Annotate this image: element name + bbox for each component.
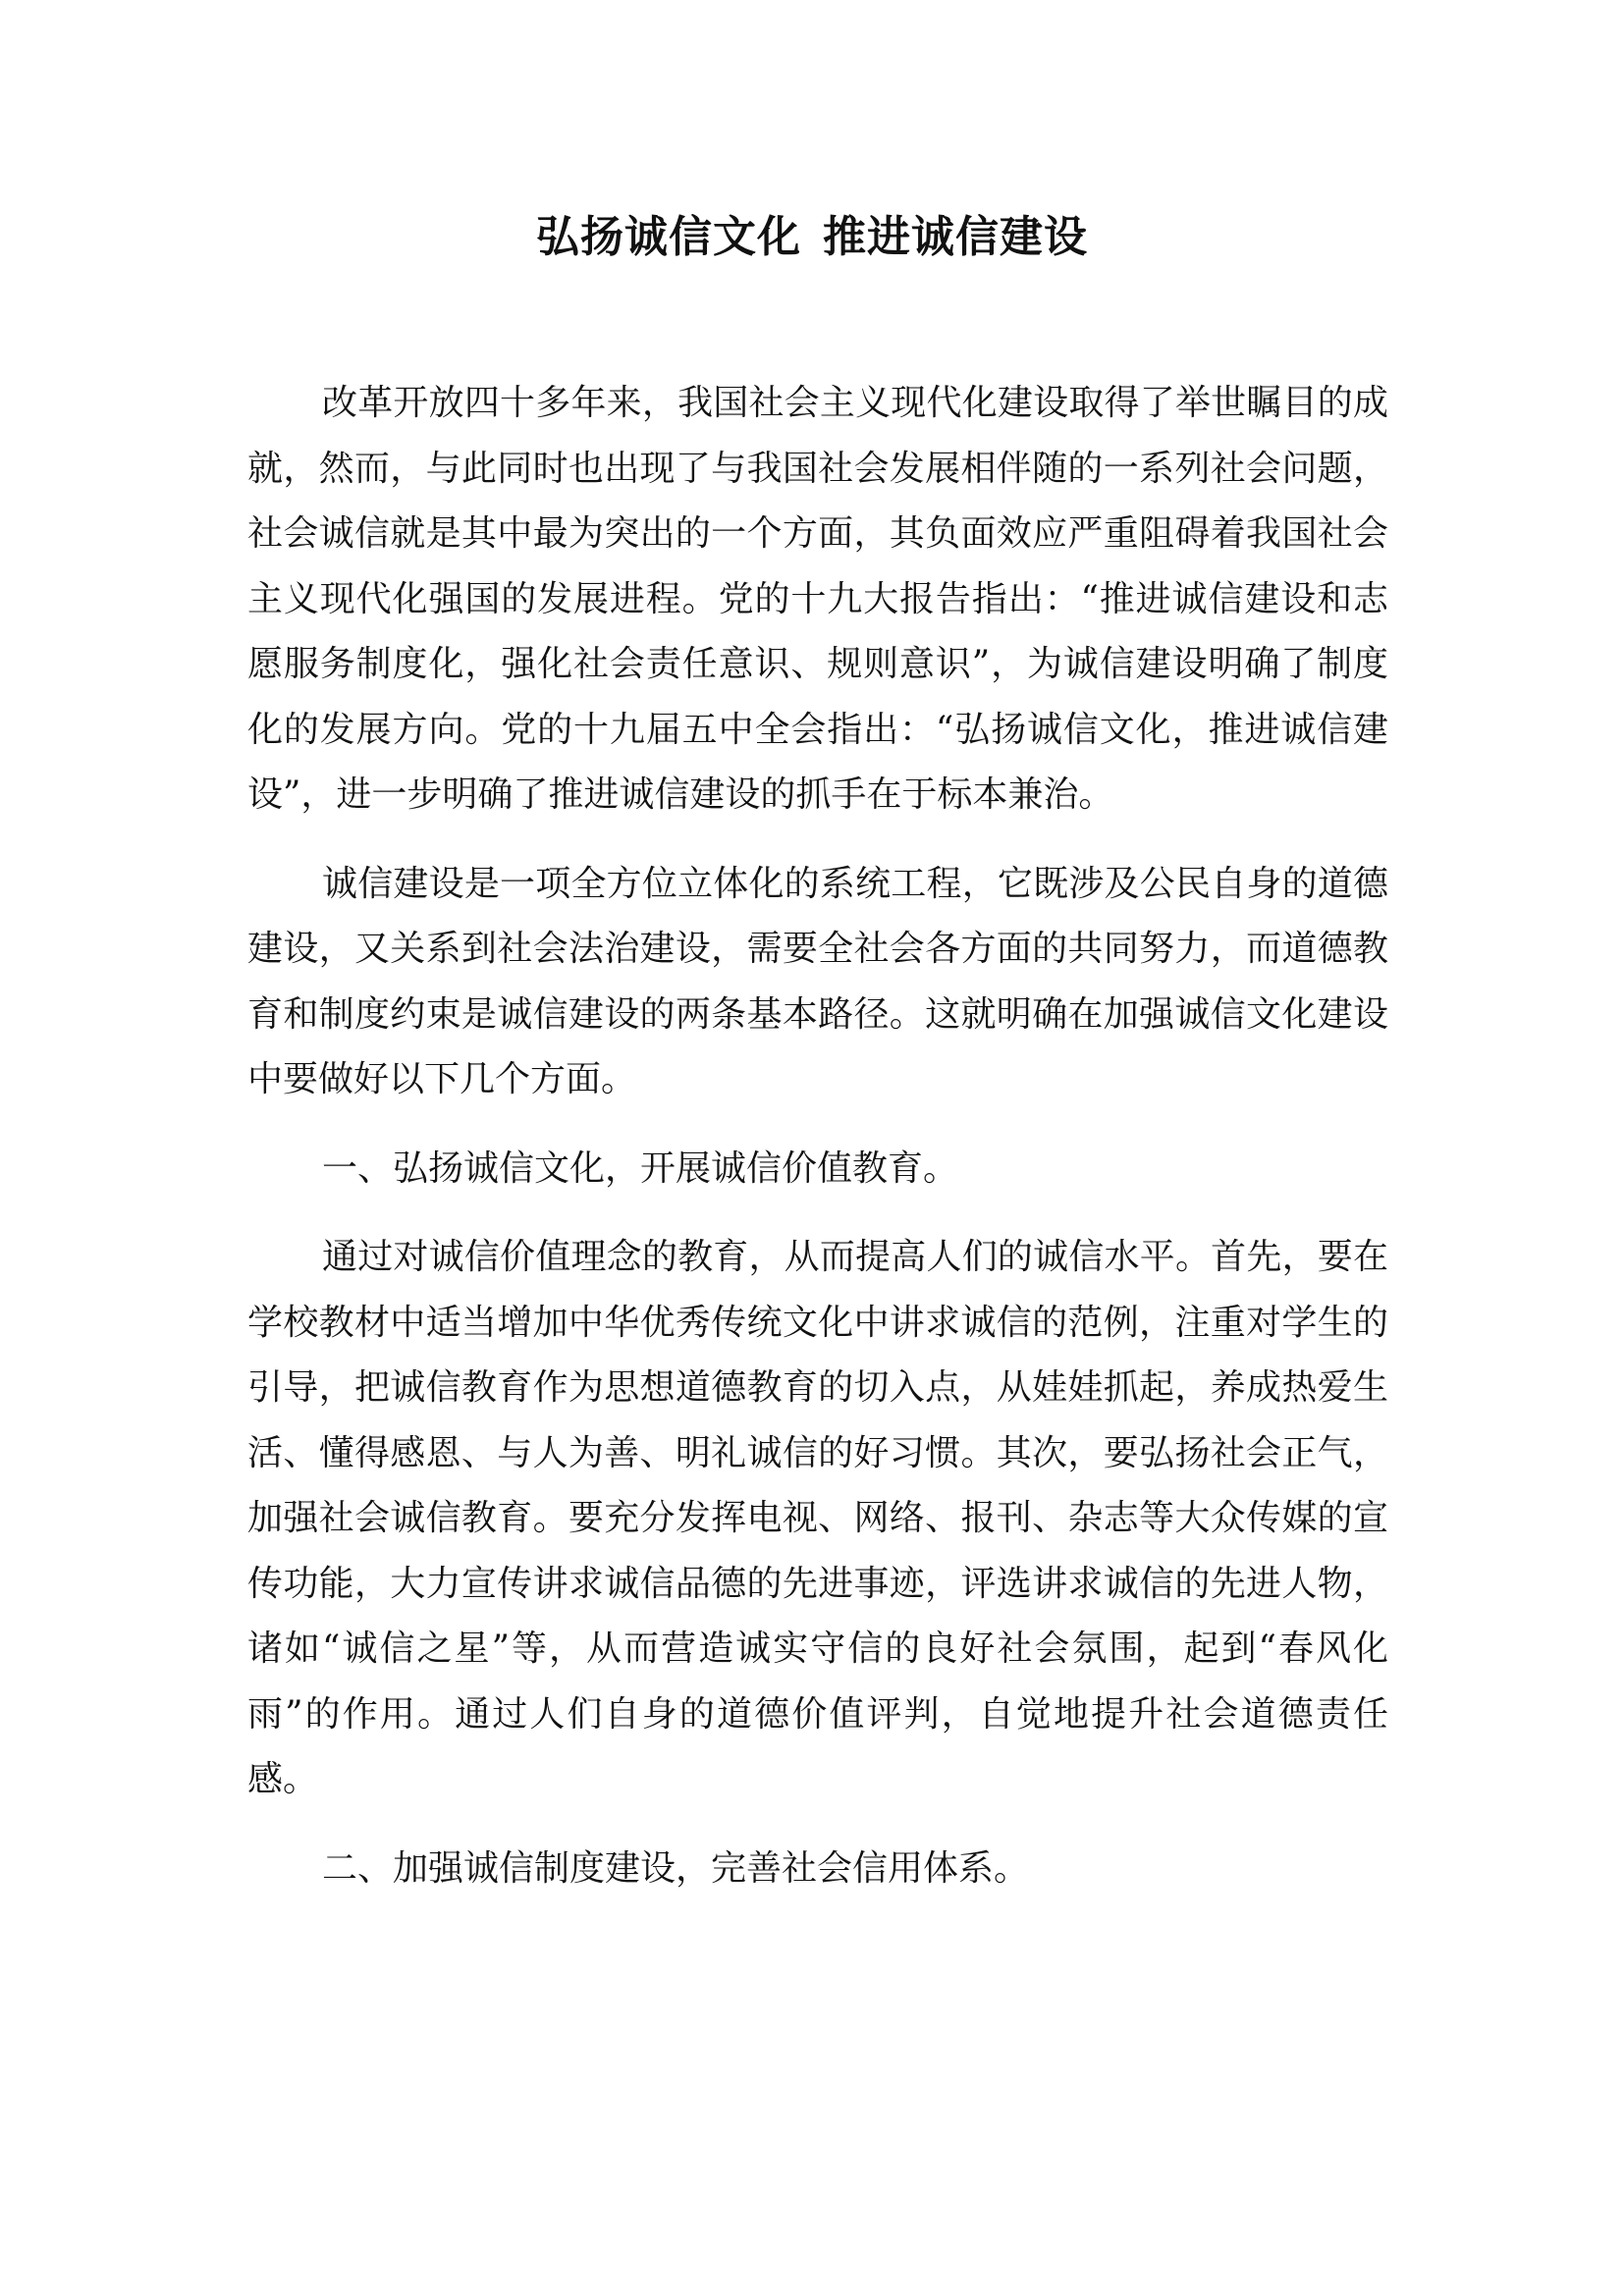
document-title [0,208,1624,267]
paragraph-intro: 改革开放四十多年来，我国社会主义现代化建设取得了举世瞩目的成就，然而，与此同时也出现了与我国社会发展相伴随的一系列社会问题，社会诚信就是其中最为突出的一个方面，其负面效应严重阻碍着我国社会主义现代化强国的发展进程。党的十九大报告指出：“推进诚信建设和志愿服务制度化，强化社会责任意识、规则意识”，为诚信建设明确了制度化的发展方向。党的十九届五中全会指出：“弘扬诚信文化，推进诚信建设”，进一步明确了推进诚信建设的抓手在于标本兼治。 [247,383,1388,815]
title-part-1: 弘扬诚信文化 [536,212,801,262]
document-body [247,371,1388,1925]
section-heading-1: 一、弘扬诚信文化，开展诚信价值教育。 [322,1148,959,1189]
section-heading-2: 二、加强诚信制度建设，完善社会信用体系。 [322,1847,1030,1889]
paragraph-overview: 诚信建设是一项全方位立体化的系统工程，它既涉及公民自身的道德建设，又关系到社会法治建设，需要全社会各方面的共同努力，而道德教育和制度约束是诚信建设的两条基本路径。这就明确在加强诚信文化建设中要做好以下几个方面。 [247,863,1388,1099]
title-part-2: 推进诚信建设 [823,212,1088,262]
paragraph-section-1: 通过对诚信价值理念的教育，从而提高人们的诚信水平。首先，要在学校教材中适当增加中华优秀传统文化中讲求诚信的范例，注重对学生的引导，把诚信教育作为思想道德教育的切入点，从娃娃抓起，养成热爱生活、懂得感恩、与人为善、明礼诚信的好习惯。其次，要弘扬社会正气，加强社会诚信教育。要充分发挥电视、网络、报刊、杂志等大众传媒的宣传功能，大力宣传讲求诚信品德的先进事迹，评选讲求诚信的先进人物，诸如“诚信之星”等，从而营造诚实守信的良好社会氛围，起到“春风化雨”的作用。通过人们自身的道德价值评判，自觉地提升社会道德责任感。 [247,1237,1388,1799]
